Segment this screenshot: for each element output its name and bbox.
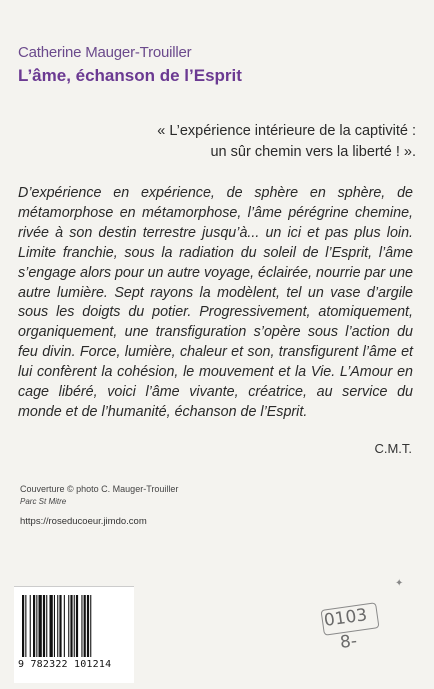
signature-initials: C.M.T.	[374, 441, 412, 456]
isbn-number: 9 782322 101214	[18, 659, 112, 670]
epigraph-line-1: « L’expérience intérieure de la captivité :	[157, 123, 416, 139]
cover-credit-place: Parc St Mitre	[20, 497, 67, 506]
author-name: Catherine Mauger-Trouiller	[18, 44, 192, 61]
barcode-bars	[22, 595, 126, 657]
epigraph-line-2: un sûr chemin vers la liberté ! ».	[210, 144, 416, 160]
small-mark: ✦	[395, 578, 404, 589]
cover-credit: Couverture © photo C. Mauger-Trouiller	[20, 484, 179, 494]
barcode	[14, 586, 134, 683]
book-title: L’âme, échanson de l’Esprit	[18, 66, 242, 85]
handwritten-price: 8-	[339, 631, 358, 653]
website-url: https://roseducoeur.jimdo.com	[20, 516, 147, 527]
epigraph-quote	[86, 121, 416, 163]
blurb-text: D’expérience en expérience, de sphère en sphère, de métamorphose en métamorphose, l’âme pérégrine chemine, rivée à son destin terrestre jusqu’à... un ici et pas plus loin. Limite franchie, sous la radiation du soleil de l’Esprit, l’âme s’engage alors pour un autre voyage, éclairée, nourrie par une autre lumière. Sept rayons la modèlent, tel un vase d’argile sous les doigts du potier. Progressivement, atomiquement, organiquement, une transfiguration s’opère sous l’action du feu divin. Force, lumière, chaleur et son, transfigurent l’âme et lui confèrent la cohésion, le mouvement et la Vie. L’Amour en cage libéré, voici l’âme vivante, créatrice, au service du monde et de l’humanité, échanson de l’Esprit.	[18, 185, 414, 420]
handwritten-code: 0103	[322, 605, 369, 631]
